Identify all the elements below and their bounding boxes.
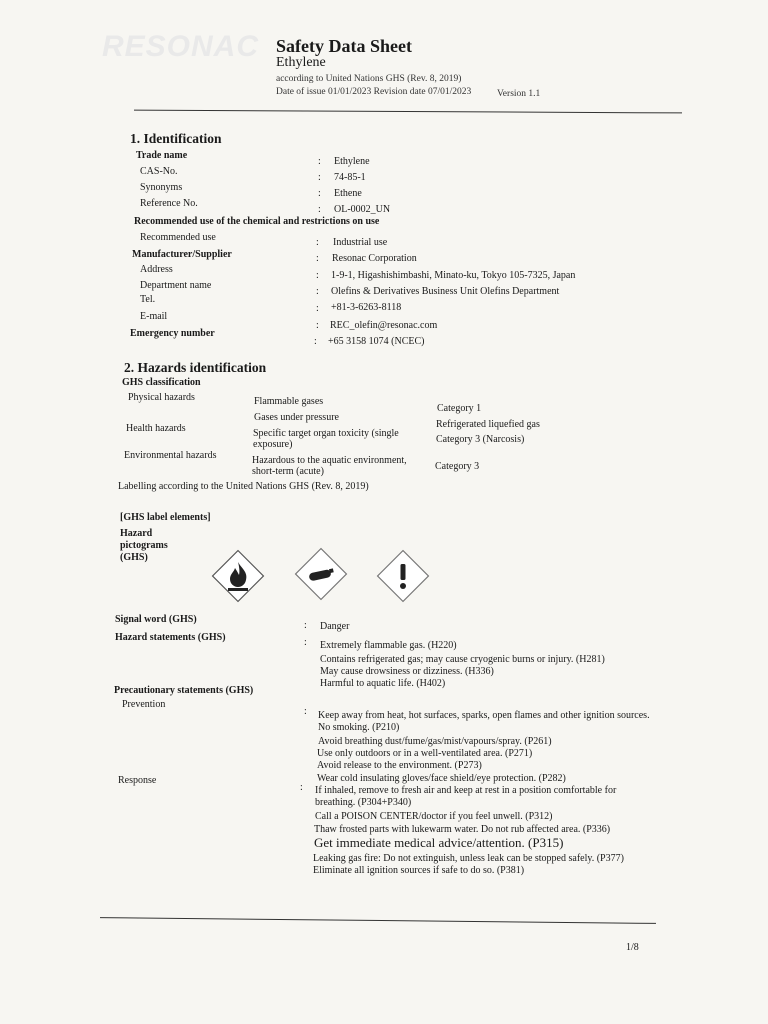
hazard-category: Refrigerated liquefied gas: [436, 419, 540, 430]
email-label: E-mail: [140, 311, 168, 322]
manufacturer-label: Manufacturer/Supplier: [132, 249, 232, 260]
footer-rule: [100, 917, 656, 924]
hazard-category: Category 1: [437, 403, 482, 414]
hazard-category: Category 3 (Narcosis): [436, 434, 525, 445]
response-statement: breathing. (P304+P340): [315, 797, 412, 808]
section-1-title: 1. Identification: [130, 131, 222, 146]
prevention-statement: Keep away from heat, hot surfaces, sparks, open flames and other ignition sources.: [318, 710, 650, 721]
ghs-classification-label: GHS classification: [122, 377, 201, 388]
pictograms-label: (GHS): [120, 552, 148, 563]
colon: :: [318, 156, 321, 167]
response-statement: Call a POISON CENTER/doctor if you feel unwell. (P312): [315, 811, 553, 822]
hazard-class: Flammable gases: [254, 396, 324, 407]
tel-value: +81-3-6263-8118: [331, 302, 402, 313]
prevention-label: Prevention: [122, 699, 166, 710]
emergency-label: Emergency number: [130, 328, 215, 339]
colon: :: [318, 188, 321, 199]
company-logo: RESONAC: [102, 30, 260, 63]
exclamation-mark-icon: [371, 544, 435, 608]
colon: :: [318, 204, 321, 215]
pictograms-label: pictograms: [120, 540, 168, 551]
prevention-statement: Avoid release to the environment. (P273): [317, 760, 482, 771]
hazard-statement: May cause drowsiness or dizziness. (H336): [320, 666, 494, 677]
address-value: 1-9-1, Higashishimbashi, Minato-ku, Tokyo 105-7325, Japan: [331, 270, 576, 281]
section-2-title: 2. Hazards identification: [124, 360, 267, 375]
synonyms-label: Synonyms: [140, 182, 183, 193]
pictograms-label: Hazard: [120, 528, 153, 539]
recommended-use-header: Recommended use of the chemical and restrictions on use: [134, 216, 380, 227]
cas-label: CAS-No.: [140, 166, 178, 177]
colon: :: [314, 336, 317, 347]
header-rule: [134, 110, 682, 114]
signal-word-label: Signal word (GHS): [115, 614, 197, 625]
colon: :: [304, 706, 307, 717]
emergency-value: +65 3158 1074 (NCEC): [328, 336, 425, 347]
gas-cylinder-icon: [289, 542, 353, 606]
response-statement: Eliminate all ignition sources if safe to do so. (P381): [313, 865, 525, 876]
colon: :: [316, 253, 319, 264]
flame-icon: [206, 544, 270, 608]
response-statement: Get immediate medical advice/attention. (P315): [314, 835, 564, 850]
colon: :: [316, 286, 319, 297]
tel-label: Tel.: [140, 294, 156, 305]
synonyms-value: Ethene: [334, 188, 362, 199]
department-value: Olefins & Derivatives Business Unit Olefins Department: [331, 286, 560, 297]
hazard-category: Category 3: [435, 461, 480, 472]
hazard-class: Gases under pressure: [254, 412, 339, 423]
reference-value: OL-0002_UN: [334, 204, 391, 215]
signal-word-value: Danger: [320, 621, 350, 632]
product-name: Ethylene: [276, 55, 326, 70]
physical-hazards-label: Physical hazards: [128, 392, 195, 403]
hazard-statement: Contains refrigerated gas; may cause cryogenic burns or injury. (H281): [320, 654, 605, 665]
cas-value: 74-85-1: [334, 172, 366, 183]
response-statement: Leaking gas fire: Do not extinguish, unless leak can be stopped safely. (P377): [313, 853, 624, 864]
reference-label: Reference No.: [140, 198, 198, 209]
hazard-class: short-term (acute): [252, 466, 324, 477]
hazard-class: exposure): [253, 439, 293, 450]
colon: :: [316, 237, 319, 248]
department-label: Department name: [140, 280, 212, 291]
health-hazards-label: Health hazards: [126, 423, 186, 434]
labelling-note: Labelling according to the United Nations GHS (Rev. 8, 2019): [118, 481, 369, 492]
colon: :: [316, 270, 319, 281]
colon: :: [304, 637, 307, 648]
trade-name-value: Ethylene: [334, 156, 370, 167]
address-label: Address: [140, 264, 173, 275]
colon: :: [300, 782, 303, 793]
recommended-use-label: Recommended use: [140, 232, 216, 243]
colon: :: [318, 172, 321, 183]
hazard-statement: Harmful to aquatic life. (H402): [320, 678, 446, 689]
issue-dates: Date of issue 01/01/2023 Revision date 07/01/2023: [276, 87, 472, 97]
precautionary-statements-label: Precautionary statements (GHS): [114, 685, 254, 696]
colon: :: [304, 620, 307, 631]
page-number: 1/8: [626, 942, 639, 953]
version: Version 1.1: [497, 89, 541, 99]
trade-name-label: Trade name: [136, 150, 188, 161]
colon: :: [316, 320, 319, 331]
ghs-label-elements: [GHS label elements]: [120, 512, 211, 523]
response-label: Response: [118, 775, 157, 786]
recommended-use-value: Industrial use: [333, 237, 388, 248]
document-title: Safety Data Sheet: [276, 36, 412, 56]
environmental-hazards-label: Environmental hazards: [124, 450, 217, 461]
hazard-statement: Extremely flammable gas. (H220): [320, 640, 457, 651]
prevention-statement: Wear cold insulating gloves/face shield/eye protection. (P282): [317, 773, 566, 784]
response-statement: Thaw frosted parts with lukewarm water. Do not rub affected area. (P336): [314, 824, 611, 835]
prevention-statement: No smoking. (P210): [318, 722, 400, 733]
colon: :: [316, 303, 319, 314]
hazard-class: Specific target organ toxicity (single: [253, 428, 399, 439]
ghs-reference: according to United Nations GHS (Rev. 8, 2019): [276, 74, 462, 84]
manufacturer-value: Resonac Corporation: [332, 253, 417, 264]
response-statement: If inhaled, remove to fresh air and keep at rest in a position comfortable for: [315, 785, 617, 796]
email-value: REC_olefin@resonac.com: [330, 320, 438, 331]
prevention-statement: Use only outdoors or in a well-ventilated area. (P271): [317, 748, 533, 759]
hazard-statements-label: Hazard statements (GHS): [115, 632, 226, 643]
hazard-class: Hazardous to the aquatic environment,: [252, 455, 407, 466]
prevention-statement: Avoid breathing dust/fume/gas/mist/vapours/spray. (P261): [318, 736, 552, 747]
